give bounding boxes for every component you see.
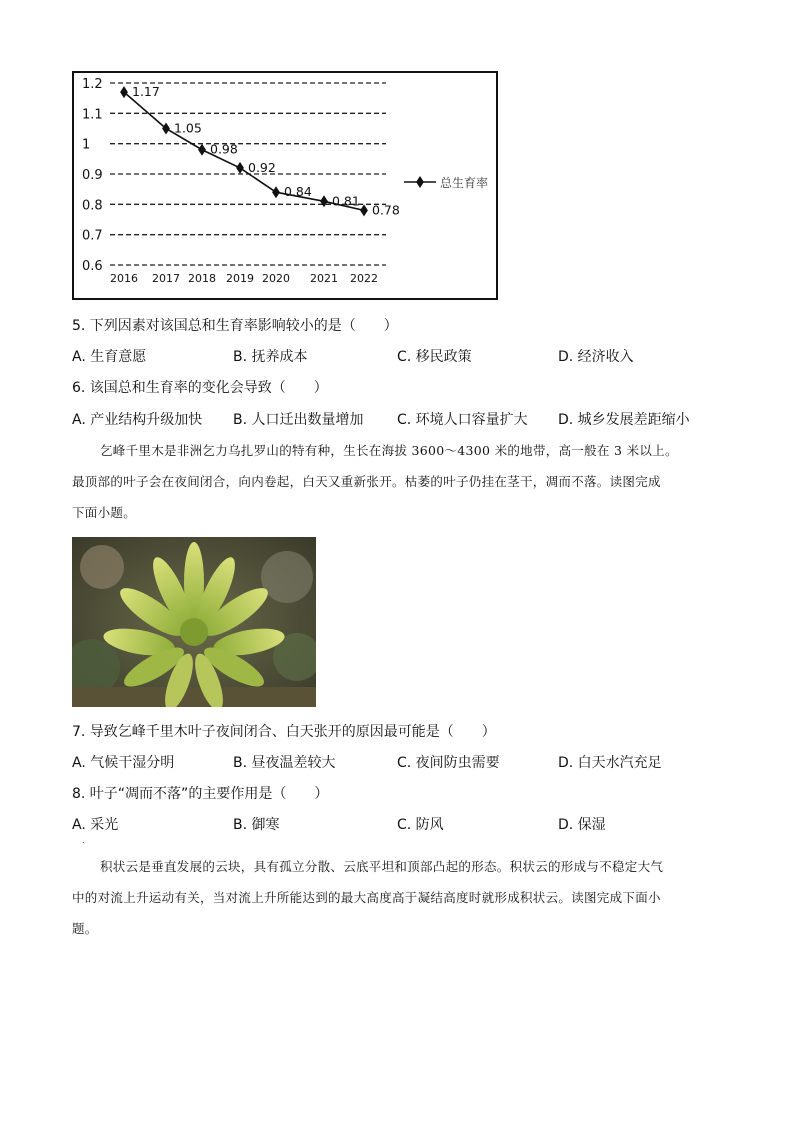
question-5-option-d[interactable]: D. 经济收入 [558, 349, 634, 365]
data-label: 1.17 [132, 84, 160, 100]
y-tick-label: 0.6 [82, 259, 103, 274]
x-tick-label: 2018 [188, 272, 216, 285]
data-point-marker [120, 86, 128, 98]
stray-mark: . [82, 836, 85, 845]
question-5-option-c[interactable]: C. 移民政策 [397, 349, 472, 365]
data-point-marker [236, 162, 244, 174]
y-tick-label: 0.8 [82, 198, 103, 214]
question-5-option-a[interactable]: A. 生育意愿 [72, 349, 147, 365]
question-7-option-b[interactable]: B. 昼夜温差较大 [233, 755, 336, 771]
data-point-marker [198, 144, 206, 156]
question-8-option-c[interactable]: C. 防风 [397, 817, 444, 833]
question-6-option-c[interactable]: C. 环境人口容量扩大 [397, 412, 528, 428]
passage-2 [72, 851, 722, 944]
question-8-option-a[interactable]: A. 采光 [72, 817, 119, 833]
data-point-marker [162, 123, 170, 135]
plant-photo [72, 537, 316, 707]
chart-canvas [74, 73, 496, 298]
question-6-option-b[interactable]: B. 人口迁出数量增加 [233, 412, 364, 428]
y-tick-label: 0.9 [82, 168, 103, 183]
passage-1-line-3: 下面小题。 [72, 505, 137, 520]
fertility-rate-chart [72, 71, 498, 300]
question-6-option-a[interactable]: A. 产业结构升级加快 [72, 412, 203, 428]
data-label: 0.78 [372, 202, 400, 218]
question-8-option-d[interactable]: D. 保湿 [558, 817, 606, 833]
question-7-stem: 7. 导致乞峰千里木叶子夜间闭合、白天张开的原因最可能是（ ） [72, 724, 496, 740]
y-tick-label: 0.7 [82, 228, 103, 244]
passage-1-line-1: 乞峰千里木是非洲乞力乌扎罗山的特有种，生长在海拔 3600～4300 米的地带，高一般在 3 米以上。 [100, 443, 678, 458]
legend-label: 总生育率 [440, 176, 489, 190]
x-tick-label: 2021 [310, 272, 338, 285]
data-point-marker [360, 204, 368, 216]
question-6-stem: 6. 该国总和生育率的变化会导致（ ） [72, 380, 328, 396]
y-tick-label: 1.2 [82, 77, 103, 92]
x-tick-label: 2022 [350, 272, 378, 285]
question-8-option-b[interactable]: B. 御寒 [233, 817, 280, 833]
data-label: 0.84 [284, 184, 312, 200]
passage-2-line-1: 积状云是垂直发展的云块，具有孤立分散、云底平坦和顶部凸起的形态。积状云的形成与不稳定大气 [100, 859, 664, 874]
question-5-stem: 5. 下列因素对该国总和生育率影响较小的是（ ） [72, 318, 398, 334]
passage-2-line-3: 题。 [72, 921, 98, 936]
question-6-option-d[interactable]: D. 城乡发展差距缩小 [558, 412, 690, 428]
y-tick-label: 1.1 [82, 107, 103, 123]
question-5-option-b[interactable]: B. 抚养成本 [233, 349, 308, 365]
data-label: 1.05 [174, 120, 202, 136]
data-point-marker [320, 195, 328, 207]
y-tick-label: 1 [82, 137, 91, 153]
series-line [124, 92, 364, 210]
question-7-option-a[interactable]: A. 气候干湿分明 [72, 755, 175, 771]
data-label: 0.92 [248, 159, 276, 175]
question-7-option-d[interactable]: D. 白天水汽充足 [558, 755, 662, 771]
data-point-marker [272, 186, 280, 198]
passage-2-line-2: 中的对流上升运动有关，当对流上升所能达到的最大高度高于凝结高度时就形成积状云。读图完成下面小 [72, 890, 661, 905]
x-tick-label: 2017 [152, 272, 180, 285]
data-label: 0.81 [332, 193, 360, 209]
question-7-option-c[interactable]: C. 夜间防虫需要 [397, 755, 500, 771]
passage-1-line-2: 最顶部的叶子会在夜间闭合，向内卷起，白天又重新张开。枯萎的叶子仍挂在茎干，凋而不落。读图完成 [72, 474, 661, 489]
x-tick-label: 2019 [226, 272, 254, 285]
legend-marker [416, 176, 424, 188]
question-8-stem: 8. 叶子“凋而不落”的主要作用是（ ） [72, 786, 329, 802]
x-tick-label: 2020 [262, 272, 290, 285]
x-tick-label: 2016 [110, 272, 138, 285]
data-label: 0.98 [210, 141, 238, 157]
passage-1 [72, 435, 722, 528]
